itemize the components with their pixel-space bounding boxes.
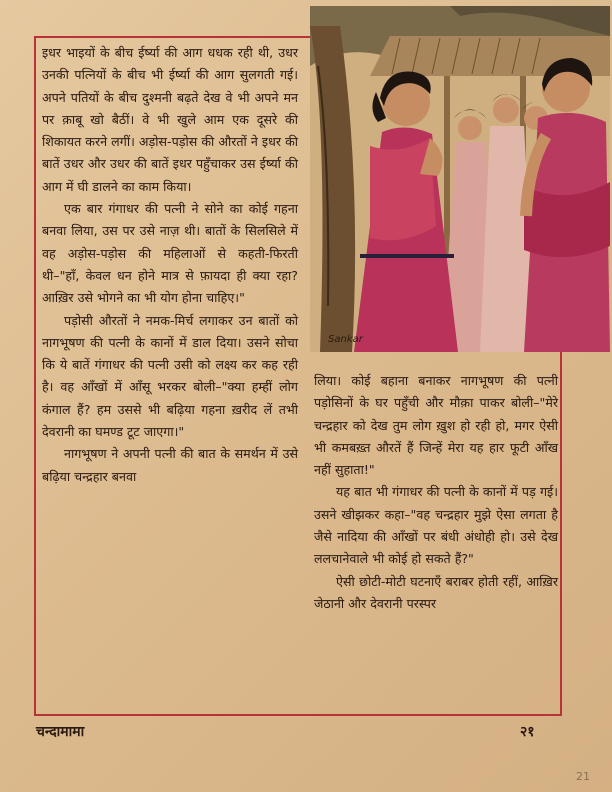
paragraph: ऐसी छोटी-मोटी घटनाएँ बराबर होती रहीं, आख़िर जेठानी और देवरानी परस्पर: [314, 573, 558, 611]
artist-signature: Sankar: [328, 334, 363, 345]
page-number: २१: [520, 724, 535, 740]
story-illustration: [310, 6, 610, 352]
paragraph: यह बात भी गंगाधर की पत्नी के कानों में पड़ गई। उसने खीझकर कहा–"वह चन्द्रहार मुझे ऐसा लगता है जैसे नादिया की आँखों पर बंधी अंधोही हो। उसे देख ललचानेवाले भी कोई हो सकते हैं?": [314, 484, 558, 567]
women-in-saris-illustration: [310, 6, 610, 352]
right-text-column: [314, 370, 558, 615]
magazine-name: चन्दामामा: [36, 724, 85, 740]
corner-page-mark: 21: [576, 770, 590, 783]
paragraph: पड़ोसी औरतों ने नमक-मिर्च लगाकर उन बातों को नागभूषण की पत्नी के कानों में डाल दिया। उसने सोचा कि ये बातें गंगाधर की पत्नी उसी को लक्ष्य कर कह रही है। वह आँखों में आँसू भरकर बोली–"क्या हम्हीं लोग कंगाल हैं? हम उससे भी बढ़िया गहना ख़रीद लें तभी देवरानी का घमण्ड टूट जाएगा।": [42, 312, 298, 440]
left-text-column: [42, 42, 298, 488]
paragraph: इधर भाइयों के बीच ईर्ष्या की आग धधक रही थी, उधर उनकी पत्नियों के बीच भी ईर्ष्या की आग सुलगती गई। अपने पतियों के बीच दुश्मनी बढ़ते देख वे भी अपने मन पर क़ाबू खो बैठीं। वे भी खुले आम एक दूसरे की शिकायत करने लगीं। अड़ोस-पड़ोस की औरतों ने इधर की बातें उधर और उधर की बातें इधर पहुँचाकर उस ईर्ष्या की आग में घी डालने का काम किया।: [42, 45, 298, 194]
paragraph: नागभूषण ने अपनी पत्नी की बात के समर्थन में उसे बढ़िया चन्द्रहार बनवा: [42, 446, 298, 484]
paragraph: लिया। कोई बहाना बनाकर नागभूषण की पत्नी पड़ोसिनों के घर पहुँची और मौक़ा पाकर बोली–"मेरे चन्द्रहार को देख तुम लोग ख़ुश हो रही हो, मगर ऐसी भी कमबख़्त औरतें हैं जिन्हें मेरा यह हार फूटी आँख नहीं सुहाता!": [314, 373, 558, 478]
paragraph: एक बार गंगाधर की पत्नी ने सोने का कोई गहना बनवा लिया, उस पर उसे नाज़ थी। बातों के सिलसिले में वह अड़ोस-पड़ोस की महिलाओं से कहती-फिरती थी–"हाँ, केवल धन होने मात्र से फ़ायदा ही क्या रहा? आख़िर उसे भोगने का भी योग होना चाहिए।": [42, 201, 298, 306]
